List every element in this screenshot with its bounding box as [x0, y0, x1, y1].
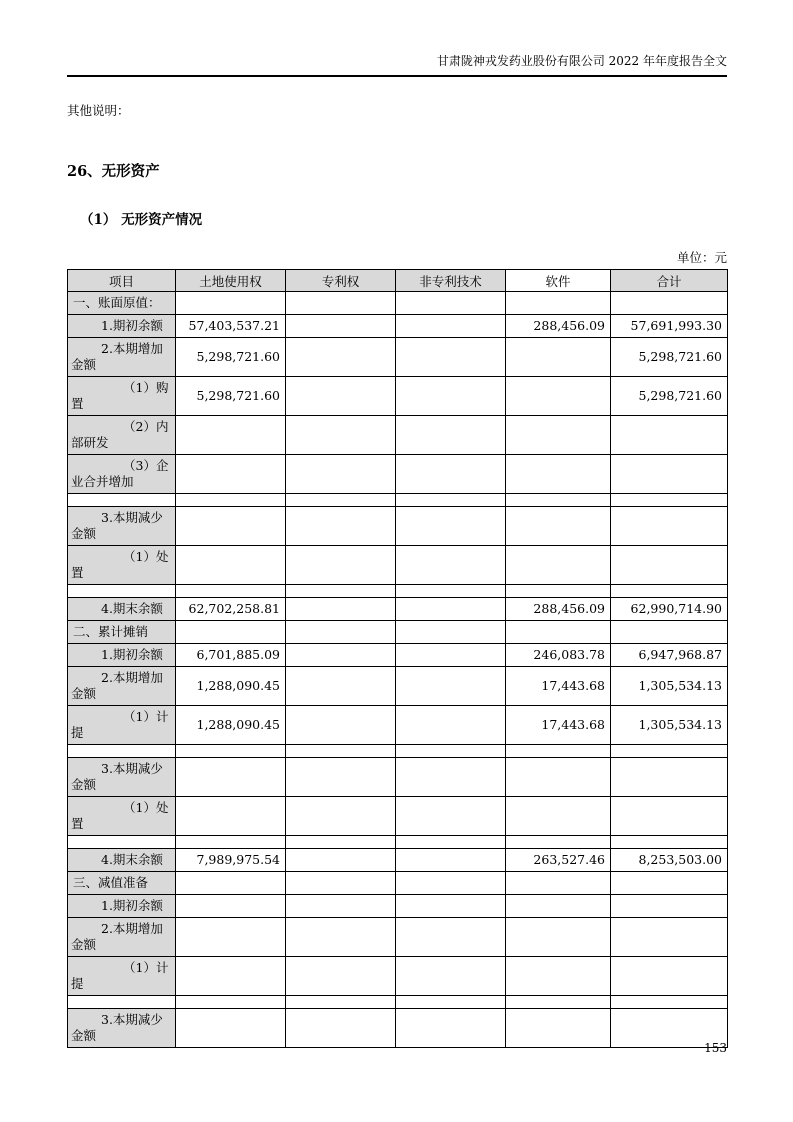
empty-cell: [396, 621, 506, 644]
empty-cell: [176, 872, 286, 895]
empty-cell: [611, 546, 728, 585]
table-row: [68, 1009, 728, 1048]
document-header-title: 甘肃陇神戎发药业股份有限公司 2022 年年度报告全文: [436, 54, 727, 68]
empty-cell: [506, 338, 611, 377]
empty-cell: [286, 315, 396, 338]
empty-cell: [396, 494, 506, 507]
document-header: [67, 0, 727, 77]
row-label: 2.本期增加金额: [68, 918, 176, 957]
column-header: 非专利技术: [396, 270, 506, 292]
empty-cell: [611, 494, 728, 507]
empty-cell: [396, 338, 506, 377]
empty-cell: [396, 849, 506, 872]
table-row: [68, 758, 728, 797]
value-cell: 1,305,534.13: [611, 706, 728, 745]
row-label: 三、减值准备: [68, 872, 176, 895]
empty-cell: [506, 918, 611, 957]
row-label: （1）购置: [68, 377, 176, 416]
empty-cell: [506, 996, 611, 1009]
empty-cell: [611, 895, 728, 918]
empty-cell: [286, 621, 396, 644]
value-cell: 6,701,885.09: [176, 644, 286, 667]
empty-cell: [286, 797, 396, 836]
row-label: 3.本期减少金额: [68, 1009, 176, 1048]
empty-cell: [68, 745, 176, 758]
empty-cell: [506, 957, 611, 996]
empty-cell: [396, 895, 506, 918]
empty-cell: [286, 706, 396, 745]
value-cell: 5,298,721.60: [176, 377, 286, 416]
empty-cell: [286, 494, 396, 507]
empty-cell: [176, 416, 286, 455]
empty-cell: [176, 292, 286, 315]
empty-cell: [176, 918, 286, 957]
empty-cell: [611, 918, 728, 957]
table-header-row: [68, 270, 728, 292]
empty-cell: [286, 872, 396, 895]
empty-cell: [286, 895, 396, 918]
empty-cell: [286, 644, 396, 667]
row-label: 3.本期减少金额: [68, 758, 176, 797]
page-content: [67, 0, 727, 1048]
table-row: [68, 706, 728, 745]
empty-cell: [506, 585, 611, 598]
empty-cell: [286, 338, 396, 377]
empty-cell: [506, 494, 611, 507]
row-label: 1.期初余额: [68, 644, 176, 667]
table-row: [68, 338, 728, 377]
table-row: [68, 644, 728, 667]
empty-cell: [396, 644, 506, 667]
empty-cell: [506, 507, 611, 546]
empty-cell: [506, 546, 611, 585]
value-cell: 1,305,534.13: [611, 667, 728, 706]
value-cell: 1,288,090.45: [176, 706, 286, 745]
row-label: （1）处置: [68, 546, 176, 585]
empty-cell: [286, 957, 396, 996]
value-cell: 6,947,968.87: [611, 644, 728, 667]
empty-cell: [286, 1009, 396, 1048]
value-cell: 57,691,993.30: [611, 315, 728, 338]
empty-cell: [396, 745, 506, 758]
row-label: 4.期末余额: [68, 849, 176, 872]
table-row: [68, 957, 728, 996]
subsection-title: （1） 无形资产情况: [80, 212, 203, 228]
value-cell: 62,702,258.81: [176, 598, 286, 621]
empty-cell: [176, 957, 286, 996]
table-row: [68, 507, 728, 546]
empty-cell: [611, 872, 728, 895]
value-cell: 7,989,975.54: [176, 849, 286, 872]
empty-cell: [396, 585, 506, 598]
table-row: [68, 872, 728, 895]
column-header: 土地使用权: [176, 270, 286, 292]
row-label: 1.期初余额: [68, 315, 176, 338]
table-row: [68, 598, 728, 621]
empty-cell: [396, 957, 506, 996]
separator-row: [68, 996, 728, 1009]
empty-cell: [286, 585, 396, 598]
column-header: 合计: [611, 270, 728, 292]
empty-cell: [176, 621, 286, 644]
table-row: [68, 849, 728, 872]
value-cell: 17,443.68: [506, 706, 611, 745]
empty-cell: [611, 745, 728, 758]
empty-cell: [506, 377, 611, 416]
table-row: [68, 895, 728, 918]
value-cell: 5,298,721.60: [611, 338, 728, 377]
empty-cell: [396, 836, 506, 849]
value-cell: 5,298,721.60: [176, 338, 286, 377]
row-label: （3）企业合并增加: [68, 455, 176, 494]
empty-cell: [611, 585, 728, 598]
empty-cell: [286, 455, 396, 494]
empty-cell: [176, 836, 286, 849]
row-label: 2.本期增加金额: [68, 338, 176, 377]
separator-row: [68, 836, 728, 849]
empty-cell: [176, 455, 286, 494]
value-cell: 1,288,090.45: [176, 667, 286, 706]
empty-cell: [286, 667, 396, 706]
empty-cell: [286, 546, 396, 585]
row-label: 1.期初余额: [68, 895, 176, 918]
empty-cell: [396, 546, 506, 585]
empty-cell: [286, 598, 396, 621]
empty-cell: [176, 745, 286, 758]
empty-cell: [176, 546, 286, 585]
empty-cell: [611, 957, 728, 996]
separator-row: [68, 585, 728, 598]
empty-cell: [176, 585, 286, 598]
empty-cell: [286, 849, 396, 872]
empty-cell: [176, 1009, 286, 1048]
empty-cell: [396, 507, 506, 546]
column-header: 项目: [68, 270, 176, 292]
empty-cell: [176, 758, 286, 797]
row-label: 3.本期减少金额: [68, 507, 176, 546]
empty-cell: [611, 758, 728, 797]
empty-cell: [396, 292, 506, 315]
column-header: 软件: [506, 270, 611, 292]
value-cell: 17,443.68: [506, 667, 611, 706]
empty-cell: [286, 918, 396, 957]
value-cell: 246,083.78: [506, 644, 611, 667]
empty-cell: [396, 598, 506, 621]
separator-row: [68, 494, 728, 507]
table-row: [68, 667, 728, 706]
row-label: 2.本期增加金额: [68, 667, 176, 706]
empty-cell: [396, 918, 506, 957]
empty-cell: [68, 996, 176, 1009]
empty-cell: [506, 836, 611, 849]
empty-cell: [506, 872, 611, 895]
row-label: （1）计提: [68, 706, 176, 745]
empty-cell: [176, 895, 286, 918]
column-header: 专利权: [286, 270, 396, 292]
empty-cell: [506, 1009, 611, 1048]
empty-cell: [506, 797, 611, 836]
row-label: （2）内部研发: [68, 416, 176, 455]
empty-cell: [611, 416, 728, 455]
empty-cell: [396, 667, 506, 706]
empty-cell: [396, 996, 506, 1009]
empty-cell: [396, 1009, 506, 1048]
value-cell: 288,456.09: [506, 598, 611, 621]
empty-cell: [506, 745, 611, 758]
empty-cell: [396, 797, 506, 836]
empty-cell: [611, 621, 728, 644]
empty-cell: [506, 758, 611, 797]
table-row: [68, 546, 728, 585]
empty-cell: [176, 797, 286, 836]
table-row: [68, 315, 728, 338]
empty-cell: [611, 455, 728, 494]
table-row: [68, 416, 728, 455]
value-cell: 8,253,503.00: [611, 849, 728, 872]
row-label: （1）计提: [68, 957, 176, 996]
empty-cell: [286, 758, 396, 797]
empty-cell: [396, 872, 506, 895]
empty-cell: [396, 416, 506, 455]
empty-cell: [506, 292, 611, 315]
empty-cell: [176, 507, 286, 546]
empty-cell: [68, 585, 176, 598]
intangible-assets-table: [67, 269, 728, 1048]
empty-cell: [396, 455, 506, 494]
row-label: （1）处置: [68, 797, 176, 836]
unit-label: 单位：元: [676, 250, 727, 265]
table-row: [68, 455, 728, 494]
value-cell: 5,298,721.60: [611, 377, 728, 416]
empty-cell: [611, 836, 728, 849]
empty-cell: [286, 507, 396, 546]
empty-cell: [506, 895, 611, 918]
empty-cell: [286, 745, 396, 758]
empty-cell: [286, 836, 396, 849]
empty-cell: [396, 377, 506, 416]
empty-cell: [611, 507, 728, 546]
empty-cell: [611, 996, 728, 1009]
value-cell: 57,403,537.21: [176, 315, 286, 338]
empty-cell: [611, 797, 728, 836]
empty-cell: [68, 494, 176, 507]
empty-cell: [506, 416, 611, 455]
section-title: 26、无形资产: [67, 163, 160, 180]
empty-cell: [396, 315, 506, 338]
empty-cell: [396, 758, 506, 797]
empty-cell: [286, 377, 396, 416]
table-row: [68, 797, 728, 836]
empty-cell: [176, 996, 286, 1009]
empty-cell: [506, 455, 611, 494]
empty-cell: [176, 494, 286, 507]
page-number: 153: [704, 1041, 727, 1055]
table-row: [68, 377, 728, 416]
separator-row: [68, 745, 728, 758]
table-row: [68, 621, 728, 644]
row-label: 一、账面原值：: [68, 292, 176, 315]
row-label: 4.期末余额: [68, 598, 176, 621]
empty-cell: [611, 292, 728, 315]
table-row: [68, 918, 728, 957]
table-row: [68, 292, 728, 315]
value-cell: 288,456.09: [506, 315, 611, 338]
value-cell: 62,990,714.90: [611, 598, 728, 621]
value-cell: 263,527.46: [506, 849, 611, 872]
row-label: 二、累计摊销: [68, 621, 176, 644]
empty-cell: [506, 621, 611, 644]
other-note: 其他说明：: [67, 103, 130, 118]
empty-cell: [286, 996, 396, 1009]
empty-cell: [68, 836, 176, 849]
empty-cell: [286, 292, 396, 315]
empty-cell: [286, 416, 396, 455]
empty-cell: [396, 706, 506, 745]
